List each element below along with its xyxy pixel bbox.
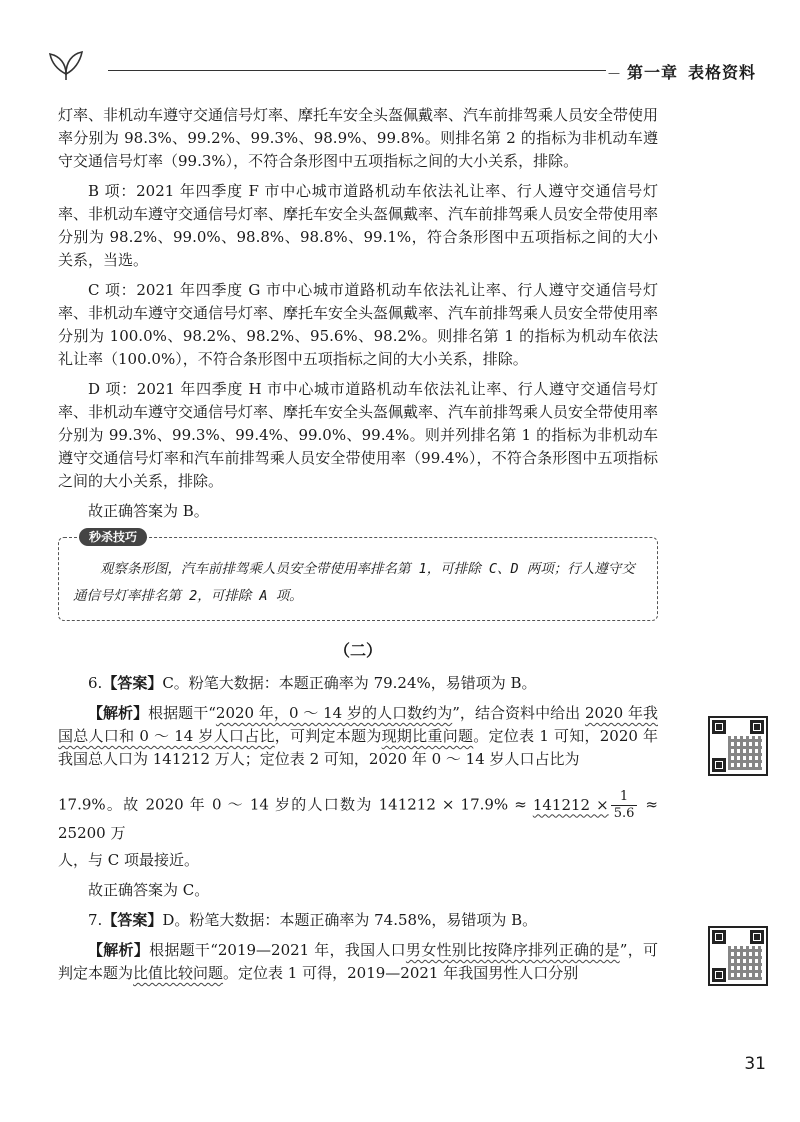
section-title: （二） bbox=[333, 641, 382, 660]
tip-box bbox=[58, 530, 658, 621]
header-rule bbox=[108, 70, 606, 71]
q6-keyword-3: 现期比重问题 bbox=[381, 727, 474, 745]
page-content bbox=[58, 104, 658, 992]
q6-math-text-1: 17.9%。故 2020 年 0 ～ 14 岁的人口数为 141212 × 17.9% ≈ bbox=[58, 795, 533, 814]
q6-calculation-tail: 人，与 C 项最接近。 bbox=[58, 851, 200, 869]
qr-finder bbox=[750, 930, 764, 944]
fraction-denominator: 5.6 bbox=[613, 806, 635, 821]
q6-keyword-1: 2020 年，0 ～ 14 岁的人口数约为 bbox=[215, 704, 453, 722]
chapter-number: 第一章 bbox=[626, 63, 678, 82]
paragraph-option-b: B 项：2021 年四季度 F 市中心城市道路机动车依法礼让率、行人遵守交通信号灯率、非机动车遵守交通信号灯率、摩托车安全头盔佩戴率、汽车前排驾乘人员安全带使用率分别为 98.2%、99.0%、98.8%、98.8%、99.1%，符合条形图中五项指标之间的大小关系，当选。 bbox=[58, 182, 659, 269]
q7-answer-text: D。粉笔大数据：本题正确率为 74.58%，易错项为 B。 bbox=[162, 911, 538, 929]
q6-number: 6. bbox=[88, 674, 103, 692]
qr-modules bbox=[728, 946, 762, 980]
qr-finder bbox=[712, 720, 726, 734]
qr-finder bbox=[712, 968, 726, 982]
q7-exp-text-2: ”，可判定本题为 bbox=[58, 941, 658, 982]
paragraph-option-d: D 项：2021 年四季度 H 市中心城市道路机动车依法礼让率、行人遵守交通信号灯率、非机动车遵守交通信号灯率、摩托车安全头盔佩戴率、汽车前排驾乘人员安全带使用率分别为 99.3%、99.3%、99.4%、99.0%、99.4%。则并列排名第 1 的指标为非机动车遵守交通信号灯率和汽车前排驾乘人员安全带使用率（99.4%），不符合条形图中五项指标之间的大小关系，排除。 bbox=[58, 380, 659, 490]
qr-finder bbox=[750, 720, 764, 734]
qr-finder bbox=[712, 930, 726, 944]
chapter-title bbox=[617, 60, 756, 83]
q7-number: 7. bbox=[88, 911, 103, 929]
q6-exp-text-3: ，可判定本题为 bbox=[274, 727, 382, 745]
page-header bbox=[46, 44, 756, 84]
q6-math-text-2: ≈ 25200 万 bbox=[58, 795, 658, 842]
tip-tag: 秒杀技巧 bbox=[79, 528, 147, 546]
qr-code-q7-icon[interactable] bbox=[708, 926, 768, 986]
q7-answer-label: 【答案】 bbox=[102, 911, 163, 929]
fraction-numerator: 1 bbox=[611, 789, 638, 806]
qr-code-q6-icon[interactable] bbox=[708, 716, 768, 776]
answer-q5: 故正确答案为 B。 bbox=[88, 502, 209, 520]
q7-explanation-label: 【解析】 bbox=[88, 941, 150, 959]
q7-answer bbox=[58, 909, 658, 932]
q7-explanation bbox=[58, 939, 658, 985]
q6-exp-text-4: 。定位表 1 可知，2020 年我国总人口为 141212 万人；定位表 2 可知，2020 年 0 ～ 14 岁人口占比为 bbox=[58, 727, 658, 768]
q6-answer-label: 【答案】 bbox=[102, 674, 163, 692]
tip-text: 观察条形图，汽车前排驾乘人员安全带使用率排名第 1，可排除 C、D 两项；行人遵守交通信号灯率排名第 2，可排除 A 项。 bbox=[73, 561, 635, 604]
qr-modules bbox=[728, 736, 762, 770]
q7-exp-text-1: 根据题干“2019—2021 年，我国人口 bbox=[149, 941, 406, 959]
q6-math-keyword bbox=[532, 789, 640, 821]
leaf-icon bbox=[46, 44, 86, 80]
q6-answer bbox=[58, 672, 658, 695]
paragraph-option-c: C 项：2021 年四季度 G 市中心城市道路机动车依法礼让率、行人遵守交通信号灯率、非机动车遵守交通信号灯率、摩托车安全头盔佩戴率、汽车前排驾乘人员安全带使用率分别为 100.0%、98.2%、98.2%、95.6%、98.2%。则排名第 1 的指标为机动车依法礼让率（100.0%），不符合条形图中五项指标之间的大小关系，排除。 bbox=[58, 281, 659, 368]
q6-keyword-2: 2020 年我国总人口和 0 ～ 14 岁人口占比 bbox=[58, 704, 658, 745]
q6-exp-text-1: 根据题干“ bbox=[148, 704, 216, 722]
qr-finder bbox=[712, 758, 726, 772]
header-dash: — bbox=[608, 66, 620, 80]
answer-q6: 故正确答案为 C。 bbox=[88, 881, 210, 899]
q7-exp-text-3: 。定位表 1 可得，2019—2021 年我国男性人口分别 bbox=[223, 964, 579, 982]
q6-answer-text: C。粉笔大数据：本题正确率为 79.24%，易错项为 B。 bbox=[162, 674, 537, 692]
q7-keyword-1: 男女性别比按降序排列正确的是 bbox=[405, 941, 620, 959]
q6-exp-text-2: ”，结合资料中给出 bbox=[452, 704, 585, 722]
chapter-section: 表格资料 bbox=[687, 63, 756, 82]
q6-fraction bbox=[611, 789, 638, 822]
q6-explanation-label: 【解析】 bbox=[88, 704, 149, 722]
q6-math-product: 141212 × bbox=[532, 795, 609, 814]
paragraph-option-a-tail: 灯率、非机动车遵守交通信号灯率、摩托车安全头盔佩戴率、汽车前排驾乘人员安全带使用率分别为 98.3%、99.2%、99.3%、98.9%、99.8%。则排名第 2 的指标为非机动车遵守交通信号灯率（99.3%），不符合条形图中五项指标之间的大小关系，排除。 bbox=[58, 106, 659, 170]
page-number: 31 bbox=[744, 1054, 766, 1074]
q6-calculation bbox=[58, 789, 658, 845]
q6-explanation bbox=[58, 702, 658, 771]
q7-keyword-2: 比值比较问题 bbox=[133, 964, 224, 982]
